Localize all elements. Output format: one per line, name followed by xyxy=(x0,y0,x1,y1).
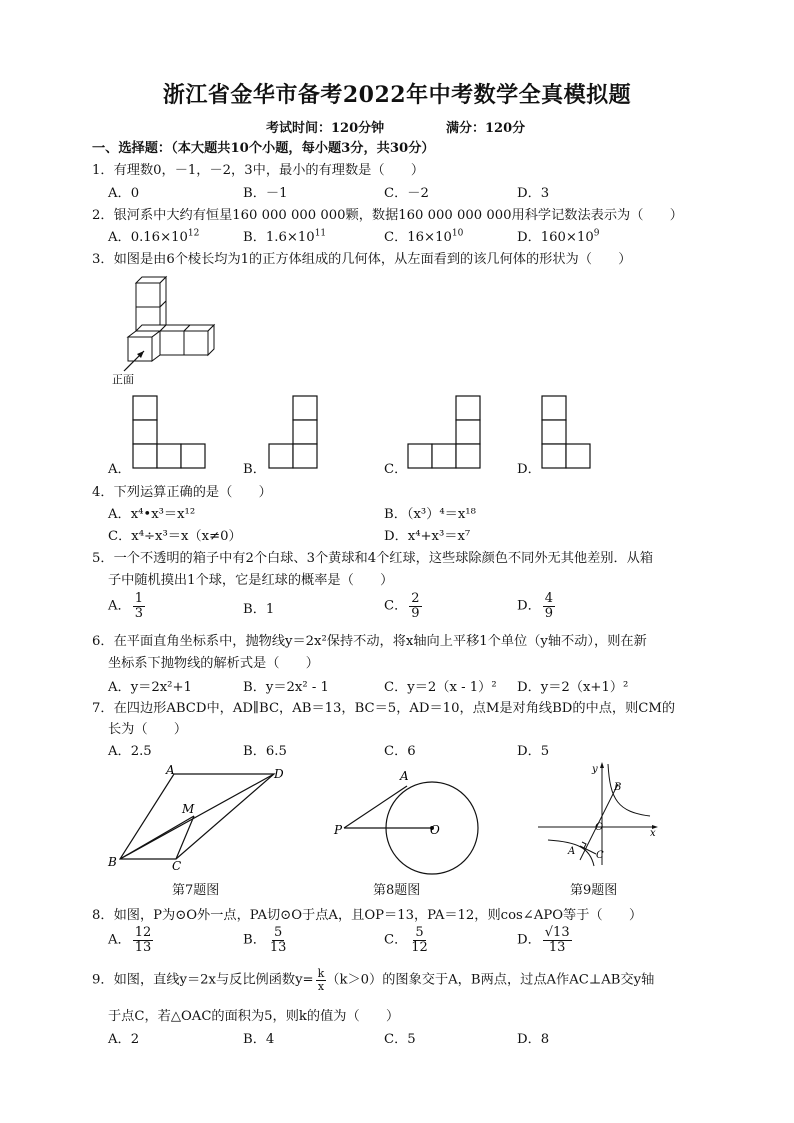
front-label: 正面 xyxy=(112,373,134,386)
q6-option-a: A．y＝2x²+1 xyxy=(108,680,192,695)
q9-stem-line1: 9．如图，直线y＝2x与反比例函数y= $\frac{k}{x}$ （k＞0）的图象交于A，B两点，过点A作AC⊥AB交y轴 xyxy=(92,967,655,993)
q5-option-d: D． $\frac{4}{9}$ xyxy=(517,591,554,621)
full-score: 满分：120分 xyxy=(446,121,526,136)
q7-option-c: C．6 xyxy=(384,744,416,759)
fig9-label-o: O xyxy=(595,822,604,833)
q8-option-c: C． $\frac{5}{12}$ xyxy=(384,925,428,955)
q3-option-b: B． xyxy=(243,462,266,477)
q3-option-c-figure xyxy=(404,394,494,470)
fig7-label-a: A xyxy=(166,763,175,777)
q6-stem-line2: 坐标系下抛物线的解析式是（ ） xyxy=(108,656,319,671)
q8-option-d: D． $\frac{√13}{13}$ xyxy=(517,925,570,955)
q6-option-c: C．y＝2（x - 1）² xyxy=(384,680,497,695)
exam-time: 考试时间：120分钟 xyxy=(266,121,385,136)
q6-option-b: B．y＝2x² - 1 xyxy=(243,680,329,695)
q7-option-b: B．6.5 xyxy=(243,744,287,759)
q1-option-a: A．0 xyxy=(108,186,140,201)
fig9-label-y: y xyxy=(592,764,598,775)
q7-option-d: D．5 xyxy=(517,744,550,759)
fig9-label-c: C xyxy=(596,850,604,861)
fig7-quadrilateral xyxy=(104,764,294,874)
page-title: 浙江省金华市备考2022年中考数学全真模拟题 xyxy=(162,82,632,108)
q3-option-c: C． xyxy=(384,462,408,477)
q1-option-c: C．－2 xyxy=(384,186,429,201)
fig9-caption: 第9题图 xyxy=(570,883,618,898)
q1-option-d: D．3 xyxy=(517,186,550,201)
fig9-label-a: A xyxy=(568,846,576,857)
q9-stem-line2: 于点C，若△OAC的面积为5，则k的值为（ ） xyxy=(108,1009,400,1024)
q2-option-c: C．$16\times 10^{10}$ xyxy=(384,228,464,245)
q6-stem-line1: 6．在平面直角坐标系中，抛物线y＝2x²保持不动，将x轴向上平移1个单位（y轴不动），则在新 xyxy=(92,634,647,649)
q4-option-a: A．x⁴•x³＝x¹² xyxy=(108,507,196,522)
q2-stem: 2．银河系中大约有恒星160 000 000 000颗，数据160 000 000 000用科学记数法表示为（ ） xyxy=(92,208,683,223)
fig7-label-c: C xyxy=(172,859,182,873)
q4-option-c: C．x⁴÷x³＝x（x≠0） xyxy=(108,529,242,544)
q6-option-d: D．y＝2（x+1）² xyxy=(517,680,629,695)
q9-option-a: A．2 xyxy=(108,1032,140,1047)
fig8-label-p: P xyxy=(334,823,343,837)
section-heading: 一、选择题：（本大题共10个小题，每小题3分，共30分） xyxy=(92,141,435,156)
q5-option-c: C． $\frac{2}{9}$ xyxy=(384,591,420,621)
fig7-label-m: M xyxy=(182,802,195,816)
fig8-label-o: O xyxy=(430,823,440,837)
fig8-circle-tangent xyxy=(330,764,490,874)
q2-option-a: A．$0.16\times 10^{12}$ xyxy=(108,228,200,245)
q1-stem: 1．有理数0，－1，－2，3中，最小的有理数是（ ） xyxy=(92,163,425,178)
q4-option-d: D．x⁴+x³＝x⁷ xyxy=(384,529,471,544)
fig7-label-b: B xyxy=(108,855,117,869)
q3-option-d: D． xyxy=(517,462,541,477)
fig8-caption: 第8题图 xyxy=(373,883,421,898)
q3-option-b-figure xyxy=(262,394,332,470)
q8-option-b: B． $\frac{5}{13}$ xyxy=(243,925,287,955)
fig9-hyperbola-graph xyxy=(538,760,668,870)
fig7-label-d: D xyxy=(274,767,284,781)
q5-option-a: A． $\frac{1}{3}$ xyxy=(108,591,143,621)
fig8-label-a: A xyxy=(400,769,409,783)
fig9-label-b: B xyxy=(614,782,622,793)
q3-stem: 3．如图是由6个棱长均为1的正方体组成的几何体，从左面看到的该几何体的形状为（ ） xyxy=(92,252,632,267)
q4-option-b: B．（x³）⁴＝x¹⁸ xyxy=(384,507,476,522)
q9-option-d: D．8 xyxy=(517,1032,550,1047)
q3-cube-figure xyxy=(110,275,230,385)
q8-option-a: A． $\frac{12}{13}$ xyxy=(108,925,152,955)
q3-option-d-figure xyxy=(538,394,608,470)
q2-option-b: B．$1.6\times 10^{11}$ xyxy=(243,228,327,245)
q7-option-a: A．2.5 xyxy=(108,744,152,759)
q9-option-c: C．5 xyxy=(384,1032,416,1047)
q5-option-b: B．1 xyxy=(243,602,275,617)
q9-option-b: B．4 xyxy=(243,1032,275,1047)
q5-stem-line1: 5．一个不透明的箱子中有2个白球、3个黄球和4个红球，这些球除颜色不同外无其他差别．从箱 xyxy=(92,551,654,566)
q5-stem-line2: 子中随机摸出1个球，它是红球的概率是（ ） xyxy=(108,573,394,588)
fig9-label-x: x xyxy=(650,828,656,839)
q4-stem: 4．下列运算正确的是（ ） xyxy=(92,485,272,500)
q8-stem: 8．如图，P为⊙O外一点，PA切⊙O于点A，且OP＝13，PA＝12，则cos∠APO等于（ ） xyxy=(92,908,643,923)
q1-option-b: B．－1 xyxy=(243,186,288,201)
q2-option-d: D．$160\times 10^9$ xyxy=(517,228,600,245)
q3-option-a: A． xyxy=(108,462,131,477)
fig7-caption: 第7题图 xyxy=(172,883,220,898)
q7-stem-line1: 7．在四边形ABCD中，AD∥BC，AB＝13，BC＝5，AD＝10，点M是对角线BD的中点，则CM的 xyxy=(92,701,676,716)
q7-stem-line2: 长为（ ） xyxy=(108,722,188,737)
